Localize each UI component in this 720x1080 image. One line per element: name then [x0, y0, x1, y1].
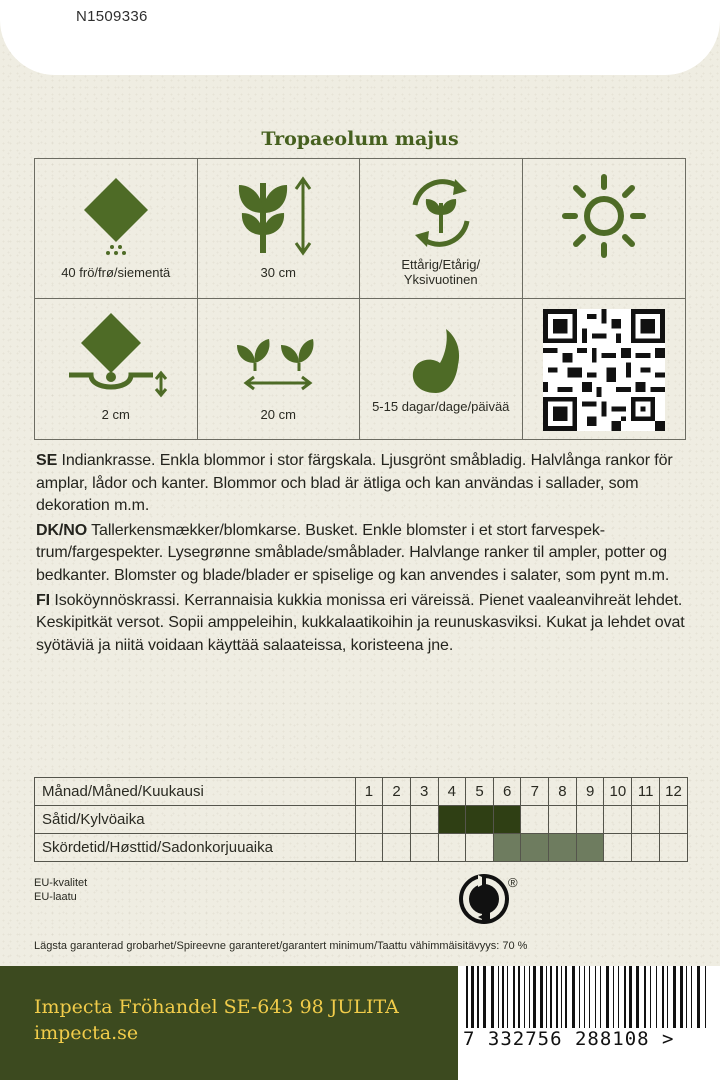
qr-code-icon[interactable] — [543, 309, 665, 431]
green-dot-recycle-icon — [458, 873, 510, 925]
sowing-calendar — [34, 777, 688, 862]
plant-spacing-icon — [233, 329, 323, 399]
sun-cell — [523, 159, 686, 299]
seed-packet-icon — [76, 173, 156, 263]
barcode — [458, 966, 720, 1080]
barcode-bar — [466, 966, 468, 1028]
period-cell — [383, 806, 411, 834]
period-cell — [660, 834, 688, 862]
barcode-bar — [561, 966, 562, 1028]
barcode-bar — [618, 966, 619, 1028]
barcode-bar — [502, 966, 504, 1028]
month-cell: 3 — [410, 778, 438, 806]
barcode-bar — [636, 966, 639, 1028]
sun-icon — [559, 171, 649, 261]
eu-quality — [34, 876, 87, 904]
barcode-bar — [572, 966, 575, 1028]
barcode-bar — [673, 966, 676, 1028]
descriptions — [36, 450, 688, 659]
period-cell — [410, 834, 438, 862]
period-cell — [521, 834, 549, 862]
barcode-bar — [656, 966, 657, 1028]
company-name: Impecta Fröhandel SE-643 98 JULITA — [34, 996, 399, 1018]
depth-cell — [35, 299, 198, 439]
calendar-row-harvest — [35, 834, 688, 862]
germination-icon — [406, 317, 476, 397]
height-cell — [198, 159, 361, 299]
barcode-bar — [498, 966, 499, 1028]
barcode-bar — [483, 966, 486, 1028]
period-cell — [576, 834, 604, 862]
period-cell — [355, 834, 383, 862]
barcode-number: 7 332756 288108 > — [463, 1028, 683, 1050]
species-title: Tropaeolum majus — [261, 128, 459, 150]
barcode-bar — [524, 966, 525, 1028]
description-dk-no: DK/NO Tallerkensmækker/blomkarse. Busket. Enkle blomster i et stort farvespek-trum/fargespekter. Lysegrønne småblade/småblader. Halvlange ranker til ampler, potter og bedkanter. Blomster og blade/blader er spiselige og kan anvendes i salater, som pynt m.m. — [36, 521, 670, 584]
period-cell — [438, 834, 466, 862]
period-cell — [493, 834, 521, 862]
barcode-bar — [477, 966, 479, 1028]
period-cell — [604, 806, 632, 834]
growing-info-grid — [34, 158, 686, 440]
month-cell: 1 — [355, 778, 383, 806]
period-cell — [466, 834, 494, 862]
barcode-bar — [507, 966, 508, 1028]
month-cell: 6 — [493, 778, 521, 806]
depth-label: 2 cm — [101, 407, 130, 422]
barcode-bar — [705, 966, 706, 1028]
seed-count-label: 40 frö/frø/siementä — [61, 265, 171, 280]
month-cell: 11 — [632, 778, 660, 806]
barcode-bar — [644, 966, 646, 1028]
article-number: N1509336 — [76, 8, 148, 25]
barcode-bar — [533, 966, 536, 1028]
month-cell: 7 — [521, 778, 549, 806]
height-label: 30 cm — [260, 265, 296, 280]
period-cell — [410, 806, 438, 834]
spacing-label: 20 cm — [260, 407, 296, 422]
month-cell: 4 — [438, 778, 466, 806]
barcode-bar — [491, 966, 494, 1028]
company-website[interactable]: impecta.se — [34, 1022, 139, 1044]
month-cell: 5 — [466, 778, 494, 806]
barcode-bar — [613, 966, 614, 1028]
germination-guarantee: Lägsta garanterad grobarhet/Spireevne garanteret/garantert minimum/Taattu vähimmäisitävyys: 70 % — [34, 940, 528, 952]
period-cell — [549, 806, 577, 834]
lifecycle-cell — [360, 159, 523, 299]
barcode-bar — [686, 966, 687, 1028]
period-cell — [576, 806, 604, 834]
month-cell: 8 — [549, 778, 577, 806]
barcode-bar — [662, 966, 664, 1028]
barcode-bar — [579, 966, 580, 1028]
barcode-bar — [606, 966, 609, 1028]
period-cell — [355, 806, 383, 834]
barcode-bar — [546, 966, 547, 1028]
registered-mark: ® — [508, 875, 518, 890]
description-fi: FI Isoköynnöskrassi. Kerrannaisia kukkia monissa eri väreissä. Pienet vaaleanvihreät lehdet. Keskipitkät versot. Sopii amppeleihin, kukkalaatikoihin ja reunuskasviksi. Kukat ja lehdet ovat syötäviä ja niitä voidaan käyttää salaateissa, koristeena jne. — [36, 591, 685, 654]
barcode-bar — [518, 966, 520, 1028]
seeds-cell — [35, 159, 198, 299]
barcode-bar — [540, 966, 543, 1028]
eu-quality-fi: EU-laatu — [34, 891, 77, 903]
spacing-cell — [198, 299, 361, 439]
period-cell — [549, 834, 577, 862]
barcode-bar — [584, 966, 585, 1028]
barcode-bar — [697, 966, 700, 1028]
plant-height-icon — [233, 173, 323, 258]
barcode-bar — [513, 966, 515, 1028]
period-cell — [438, 806, 466, 834]
month-cell: 9 — [576, 778, 604, 806]
sowing-time-label: Såtid/Kylvöaika — [35, 806, 356, 834]
period-cell — [493, 806, 521, 834]
month-cell: 2 — [383, 778, 411, 806]
barcode-bar — [691, 966, 692, 1028]
month-cell: 10 — [604, 778, 632, 806]
barcode-bar — [624, 966, 626, 1028]
company-info — [34, 994, 399, 1046]
barcode-bar — [680, 966, 683, 1028]
barcode-bar — [595, 966, 596, 1028]
barcode-bar — [600, 966, 601, 1028]
barcode-bar — [550, 966, 552, 1028]
barcode-bar — [589, 966, 590, 1028]
calendar-header-row — [35, 778, 688, 806]
period-cell — [466, 806, 494, 834]
barcode-bar — [629, 966, 632, 1028]
lifecycle-label: Ettårig/Etårig/ Yksivuotinen — [401, 257, 481, 287]
germination-cell — [360, 299, 523, 439]
barcode-bar — [471, 966, 474, 1028]
period-cell — [521, 806, 549, 834]
month-cell: 12 — [660, 778, 688, 806]
calendar-row-sowing — [35, 806, 688, 834]
annual-cycle-icon — [401, 173, 481, 253]
period-cell — [632, 834, 660, 862]
eu-quality-sv: EU-kvalitet — [34, 877, 88, 889]
description-se: SE Indiankrasse. Enkla blommor i stor färgskala. Ljusgrönt småbladig. Halvlånga rankor för amplar, lådor och kanter. Blommor och blad är ätliga och kan användas i sallader, som dekoration m.m. — [36, 452, 673, 515]
period-cell — [383, 834, 411, 862]
period-cell — [660, 806, 688, 834]
barcode-bar — [565, 966, 567, 1028]
barcode-bar — [556, 966, 558, 1028]
harvest-time-label: Skördetid/Høsttid/Sadonkorjuuaika — [35, 834, 356, 862]
period-cell — [604, 834, 632, 862]
germination-label: 5-15 dagar/dage/päivää — [372, 399, 510, 414]
qr-cell — [523, 299, 686, 439]
barcode-bar — [650, 966, 651, 1028]
sowing-depth-icon — [61, 311, 171, 401]
period-cell — [632, 806, 660, 834]
barcode-bar — [667, 966, 668, 1028]
calendar-header: Månad/Måned/Kuukausi — [35, 778, 356, 806]
barcode-bar — [529, 966, 530, 1028]
